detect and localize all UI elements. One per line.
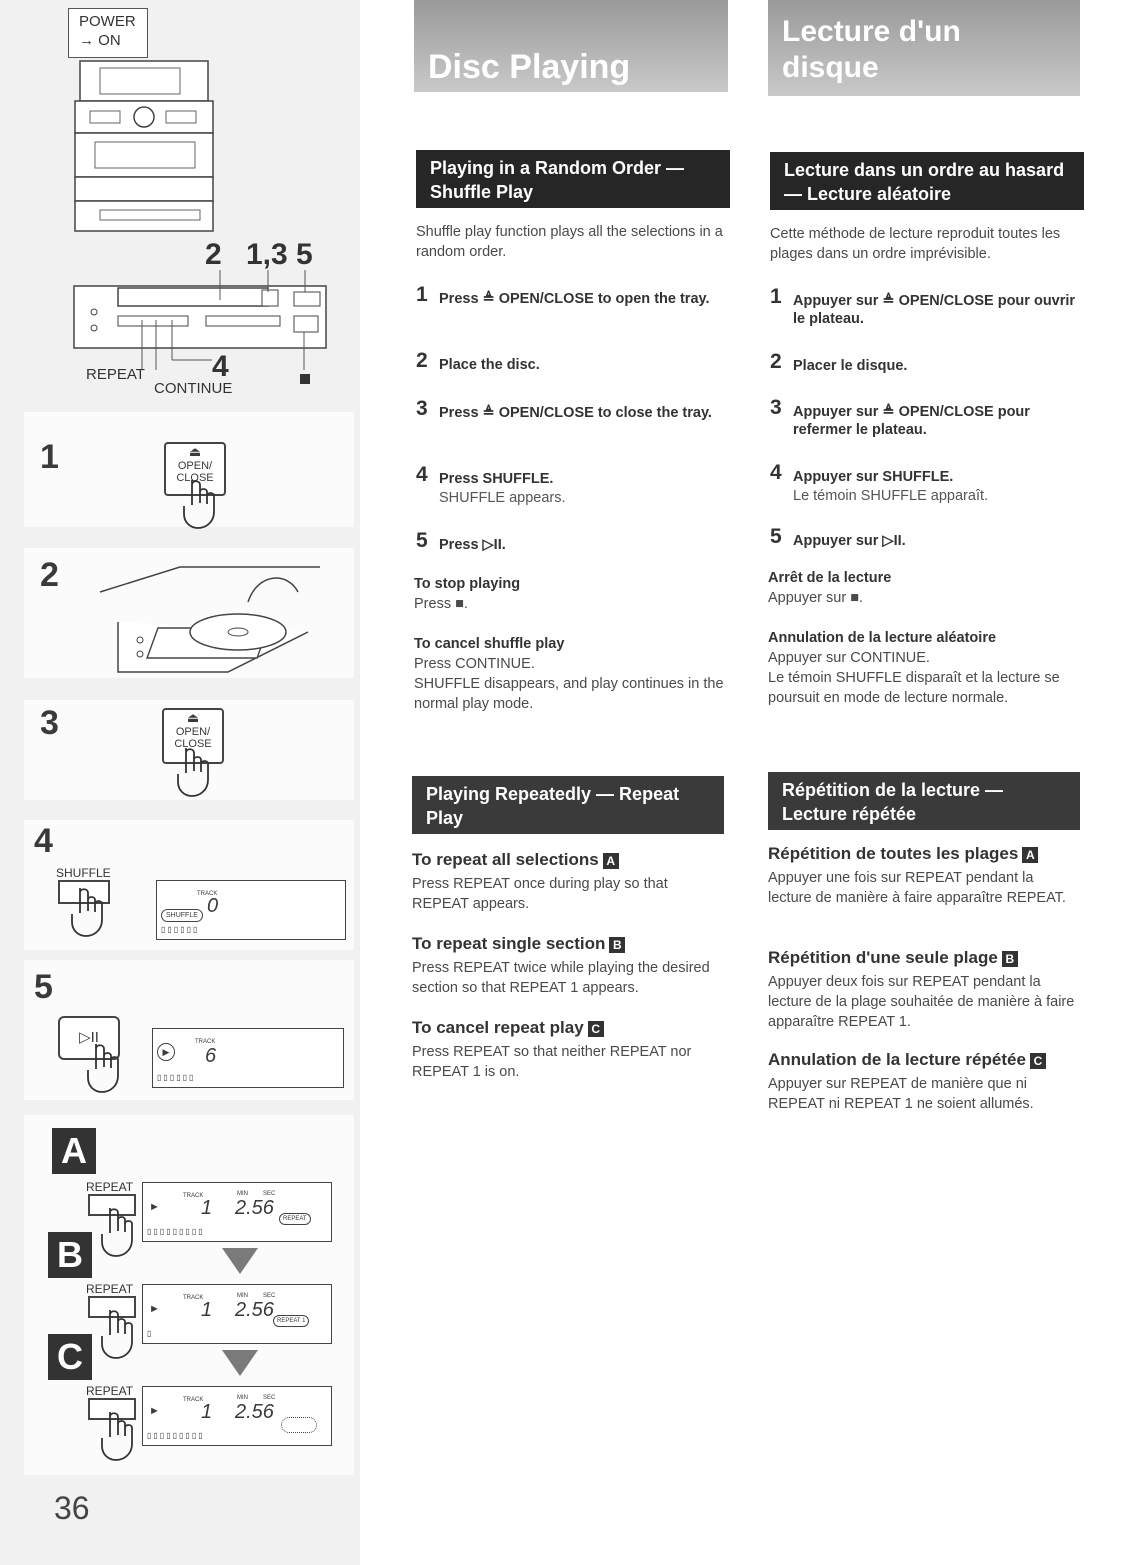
pressing-hand-icon (182, 480, 222, 530)
callout-4: 4 (212, 350, 229, 383)
english-badge-b: B (609, 937, 625, 953)
french-step-4-text: Appuyer sur SHUFFLE. (793, 469, 954, 485)
eject-icon: ⏏ (188, 444, 202, 459)
english-stop-title: To stop playing (414, 576, 521, 592)
french-title: Lecture d'un disque (782, 15, 961, 84)
french-step-4-sub: Le témoin SHUFFLE apparaît. (793, 488, 989, 504)
shuffle-button-label: SHUFFLE (56, 866, 111, 880)
english-title-banner (414, 0, 728, 92)
repeat-btn-label-c: REPEAT (86, 1384, 134, 1398)
french-shuffle-header: Lecture dans un ordre au hasard — Lecture aléatoire (770, 152, 1084, 210)
english-cancel-repeat-text: Press REPEAT so that neither REPEAT nor REPEAT 1 is on. (412, 1044, 692, 1080)
arrow-down-icon-1 (222, 1248, 258, 1274)
english-step-5-text: Press ▷II. (439, 537, 506, 553)
track-digit-b: 1 (201, 1299, 213, 1321)
step-1-number: 1 (40, 438, 59, 476)
english-repeat-single-title-text: To repeat single section (412, 934, 606, 953)
cd-player-illustration (72, 270, 332, 380)
letter-a-box: A (52, 1128, 96, 1174)
french-stop-title: Arrêt de la lecture (768, 570, 892, 586)
play-indicator-icon: ▶ (157, 1043, 175, 1061)
english-cancel-shuffle-title: To cancel shuffle play (414, 636, 565, 652)
repeat-btn-label-a: REPEAT (86, 1180, 134, 1194)
track-label-4: TRACK (197, 891, 218, 897)
illustration-column (0, 0, 360, 1565)
english-step-1-num: 1 (416, 283, 428, 306)
calendar-cells-5: ▯▯▯▯▯▯ (157, 1073, 196, 1082)
stereo-system-illustration (70, 56, 215, 236)
english-shuffle-header: Playing in a Random Order — Shuffle Play (416, 150, 730, 208)
track-label-c: TRACK (183, 1397, 204, 1403)
play-arrow-icon-b: ► (149, 1303, 160, 1315)
continue-button-label: CONTINUE (154, 380, 233, 397)
callout-5: 5 (296, 238, 313, 271)
french-repeat-all-title (768, 844, 1038, 864)
english-step-3-text: Press ≜ OPEN/CLOSE to close the tray. (439, 405, 712, 421)
open-close-label-1: OPEN/ CLOSE (176, 460, 214, 484)
french-step-3 (770, 396, 1080, 443)
pressing-hand-icon-3 (176, 748, 216, 800)
french-step-1-num: 1 (770, 285, 782, 308)
time-a: 2.56 (235, 1197, 274, 1219)
min-label-a: MIN (237, 1191, 248, 1197)
play-arrow-icon-c: ► (149, 1405, 160, 1417)
french-step-5-text: Appuyer sur ▷II. (793, 533, 906, 549)
pressing-hand-icon-4 (70, 888, 110, 940)
repeat1-indicator-b: REPEAT 1 (273, 1315, 309, 1327)
pressing-hand-icon-c (100, 1412, 140, 1464)
english-repeat-all-title (412, 850, 619, 870)
callout-1-3: 1,3 (246, 238, 288, 271)
calendar-cells-b: ▯ (147, 1329, 152, 1338)
repeat-indicator-a: REPEAT (279, 1213, 311, 1225)
time-c: 2.56 (235, 1401, 274, 1423)
french-badge-a: A (1022, 847, 1038, 863)
power-label-box (68, 8, 148, 58)
french-title-banner (768, 0, 1080, 96)
step-4-display (156, 880, 346, 940)
track-digit-c: 1 (201, 1401, 213, 1423)
english-step-4-text: Press SHUFFLE. (439, 471, 554, 487)
english-step-5-num: 5 (416, 529, 428, 552)
english-repeat-single-text: Press REPEAT twice while playing the desired section so that REPEAT 1 appears. (412, 960, 710, 996)
time-b: 2.56 (235, 1299, 274, 1321)
french-shuffle-intro: Cette méthode de lecture reproduit toutes les plages dans un ordre imprévisible. (770, 226, 1061, 262)
track-digit-4: 0 (207, 895, 219, 917)
english-repeat-header: Playing Repeatedly — Repeat Play (412, 776, 724, 834)
step-5-number: 5 (34, 968, 53, 1006)
stop-button-symbol (300, 374, 310, 384)
track-digit-5: 6 (205, 1045, 217, 1067)
english-step-4-sub: SHUFFLE appears. (439, 490, 566, 506)
pressing-hand-icon-a (100, 1208, 140, 1260)
english-step-2 (416, 349, 732, 380)
english-repeat-all-title-text: To repeat all selections (412, 850, 599, 869)
english-shuffle-intro: Shuffle play function plays all the selections in a random order. (416, 224, 723, 260)
french-repeat-single-title-text: Répétition d'une seule plage (768, 948, 998, 967)
pressing-hand-icon-b (100, 1310, 140, 1362)
sec-label-c: SEC (263, 1395, 276, 1401)
english-step-1 (416, 283, 732, 330)
english-cancel-repeat-title-text: To cancel repeat play (412, 1018, 584, 1037)
french-step-2-num: 2 (770, 350, 782, 373)
sec-label-a: SEC (263, 1191, 276, 1197)
french-repeat-single-title (768, 948, 1018, 968)
english-repeat-single-title (412, 934, 625, 954)
english-repeat-all-text: Press REPEAT once during play so that REPEAT appears. (412, 876, 668, 912)
english-cancel-repeat-title (412, 1018, 604, 1038)
french-step-3-num: 3 (770, 396, 782, 419)
repeat-button-label: REPEAT (86, 366, 145, 383)
english-step-4 (416, 463, 732, 514)
repeat-display-a (142, 1182, 332, 1242)
step-3-number: 3 (40, 704, 59, 742)
french-repeat-header: Répétition de la lecture — Lecture répétée (768, 772, 1080, 830)
french-cancel-repeat-text: Appuyer sur REPEAT de manière que ni REPEAT ni REPEAT 1 ne soient allumés. (768, 1076, 1034, 1112)
english-title: Disc Playing (428, 48, 631, 86)
eject-icon-3: ⏏ (186, 710, 200, 725)
track-digit-a: 1 (201, 1197, 213, 1219)
letter-c-box: C (48, 1334, 92, 1380)
calendar-cells-a: ▯▯▯▯▯▯▯▯▯ (147, 1227, 205, 1236)
english-step-1-text: Press ≜ OPEN/CLOSE to open the tray. (439, 291, 710, 307)
min-label-c: MIN (237, 1395, 248, 1401)
french-stop-text: Appuyer sur ■. (768, 590, 863, 606)
step-5-display (152, 1028, 344, 1088)
french-repeat-all-text: Appuyer une fois sur REPEAT pendant la lecture de manière à faire apparaître REPEAT. (768, 870, 1066, 906)
english-badge-a: A (603, 853, 619, 869)
track-label-a: TRACK (183, 1193, 204, 1199)
french-step-5 (770, 525, 1080, 556)
step-4-number: 4 (34, 822, 53, 860)
repeat-btn-label-b: REPEAT (86, 1282, 134, 1296)
calendar-cells-c: ▯▯▯▯▯▯▯▯▯ (147, 1431, 205, 1440)
play-pause-label: ▷II (79, 1029, 99, 1046)
pressing-hand-icon-5 (86, 1044, 126, 1096)
french-step-1-text: Appuyer sur ≜ OPEN/CLOSE pour ouvrir le plateau. (793, 293, 1076, 327)
french-badge-b: B (1002, 951, 1018, 967)
step-2-number: 2 (40, 556, 59, 594)
french-step-3-text: Appuyer sur ≜ OPEN/CLOSE pour refermer le plateau. (793, 404, 1030, 438)
disc-tray-illustration (98, 562, 328, 680)
power-label: POWER → ON (79, 13, 136, 49)
calendar-cells-4: ▯▯▯▯▯▯ (161, 925, 200, 934)
french-cancel-repeat-title (768, 1050, 1046, 1070)
english-step-5 (416, 529, 732, 560)
page-number: 36 (54, 1490, 90, 1526)
track-label-b: TRACK (183, 1295, 204, 1301)
french-step-4-num: 4 (770, 461, 782, 484)
french-step-4 (770, 461, 1080, 512)
french-cancel-shuffle-title: Annulation de la lecture aléatoire (768, 630, 997, 646)
callout-2: 2 (205, 238, 222, 271)
arrow-down-icon-2 (222, 1350, 258, 1376)
french-step-5-num: 5 (770, 525, 782, 548)
french-badge-c: C (1030, 1053, 1046, 1069)
english-badge-c: C (588, 1021, 604, 1037)
min-label-b: MIN (237, 1293, 248, 1299)
blank-indicator-c (281, 1417, 317, 1433)
english-step-4-num: 4 (416, 463, 428, 486)
english-step-2-num: 2 (416, 349, 428, 372)
french-step-1 (770, 285, 1080, 332)
english-stop-text: Press ■. (414, 596, 468, 612)
repeat-display-b (142, 1284, 332, 1344)
french-cancel-shuffle-text: Appuyer sur CONTINUE. Le témoin SHUFFLE disparaît et la lecture se poursuit en mode de lecture normale. (768, 650, 1060, 706)
repeat-display-c (142, 1386, 332, 1446)
french-step-2-text: Placer le disque. (793, 358, 908, 374)
letter-b-box: B (48, 1232, 92, 1278)
french-cancel-repeat-title-text: Annulation de la lecture répétée (768, 1050, 1026, 1069)
french-repeat-single-text: Appuyer deux fois sur REPEAT pendant la lecture de la plage souhaitée de manière à faire apparaître REPEAT 1. (768, 974, 1075, 1030)
english-step-2-text: Place the disc. (439, 357, 540, 373)
sec-label-b: SEC (263, 1293, 276, 1299)
english-cancel-shuffle-text: Press CONTINUE. SHUFFLE disappears, and play continues in the normal play mode. (414, 656, 724, 712)
french-step-2 (770, 350, 1080, 381)
track-label-5: TRACK (195, 1039, 216, 1045)
french-repeat-all-title-text: Répétition de toutes les plages (768, 844, 1019, 863)
shuffle-indicator: SHUFFLE (161, 909, 203, 922)
open-close-label-3: OPEN/ CLOSE (174, 726, 212, 750)
english-step-3 (416, 397, 732, 444)
english-step-3-num: 3 (416, 397, 428, 420)
play-arrow-icon-a: ► (149, 1201, 160, 1213)
